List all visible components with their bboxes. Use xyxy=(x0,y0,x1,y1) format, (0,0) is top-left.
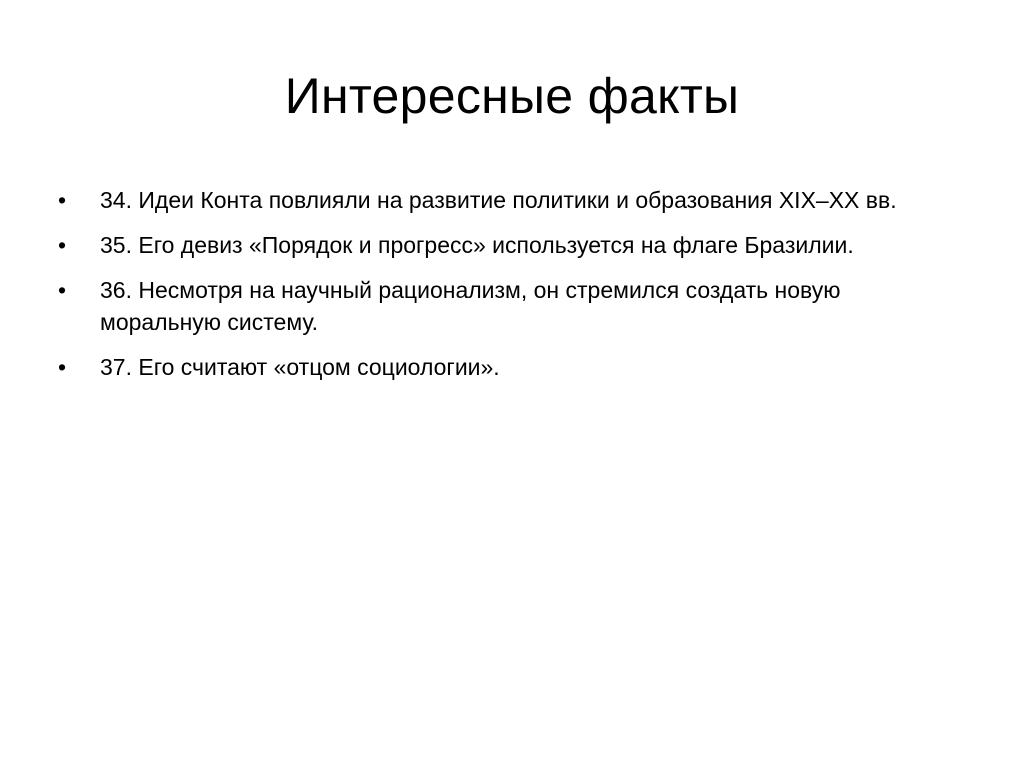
bullet-list xyxy=(58,184,958,396)
bullet-icon: • xyxy=(58,232,67,258)
bullet-icon: • xyxy=(58,187,67,213)
bullet-icon: • xyxy=(58,354,67,380)
list-item xyxy=(58,184,958,216)
list-item xyxy=(58,229,958,261)
bullet-icon: • xyxy=(58,277,67,303)
list-item-text: 37. Его считают «отцом социологии». xyxy=(100,354,500,380)
slide-title: Интересные факты xyxy=(284,68,740,124)
list-item-text: 35. Его девиз «Порядок и прогресс» используется на флаге Бразилии. xyxy=(100,232,854,258)
list-item xyxy=(58,351,958,383)
list-item-text: 36. Несмотря на научный рационализм, он стремился создать новую моральную систему. xyxy=(100,277,841,335)
list-item xyxy=(58,274,958,338)
list-item-text: 34. Идеи Конта повлияли на развитие политики и образования XIX–XX вв. xyxy=(100,187,897,213)
